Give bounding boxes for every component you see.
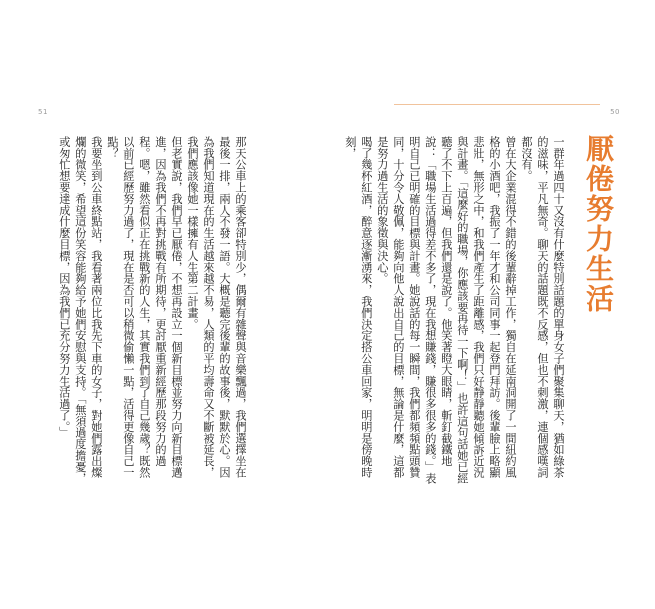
right-paragraph-1: 一群年過四十又沒有什麼特別話題的單身女子們聚集聊天，猶如綠茶的滋味，平凡無奇。聊天的話題既不反感，但也不刺激，連個感嘆詞都沒有。 [519,136,565,478]
left-paragraph-2: 但老實說，我們早已厭倦，不想再設立一個新目標並努力向新目標邁進，因為我們不再對挑戰有所期待，更討厭重新經歷那段努力的過程。嗯，雖然看似正在挑戰新的人生，其實我們到了自己幾歲？既然以前已經歷努力過了，現在是否可以稍微偷懶一點，活得更像自己一點？ [105,136,183,478]
right-paragraph-3: 喝了幾杯紅酒，醉意逐漸湧來，我們決定搭公車回家，明明是傍晚時刻， [343,136,373,478]
chapter-title: 厭倦努力生活 [582,134,615,314]
page-number-right: 50 [610,108,620,116]
left-paragraph-1: 那天公車上的乘客卻特別少，偶爾有雜聲與音樂飄過，我們選擇坐在最後一排，兩人不發一語。大概是聽完後輩的故事後，默默於心。因為我們知道現在的生活越來越不易，人類的平均壽命又不斷被延長，我們應該像她一樣擁有人生第二計畫。 [185,136,247,478]
left-paragraph-3: 我要坐到公車終點站，我看著兩位比我先下車的女子，對她們露出燦爛的微笑，希望這份笑容能夠給予她們安慰與支持。「無須過度擔憂，或匆忙想要達成什麼目標，因為我們已充分努力生活過了。」 [57,136,103,484]
right-page [332,92,628,512]
right-paragraph-2: 曾在大企業混得不錯的後輩辭掉工作，獨自在延南洞開了一間紐約風格的小酒吧，我振了一年才和公司同事一起登門拜訪。後輩臉上略顯悲壯，無形之中，和我們產生了距離感，我們只好靜靜聽她傾訴近況與計畫。「這麼好的職場，你應該要再待一下啊！」也許這句話她已經聽了不下上百遍，但我們還是說了。他笑著瞪大眼睛，斬釘截鐵地說：「職場生活過得差不多了，現在我想賺錢，賺很多很多的錢。」表明自己已明確的目標與計畫。她說話的每一瞬間，我們都頻頻點頭贊同，十分令人敬佩，能夠向他人說出自己的目標，無論是什麼，這都是努力過生活的象徵與決心。 [375,136,517,484]
page-number-left: 51 [38,108,48,116]
left-page-body [57,136,248,488]
header-rule [394,104,600,105]
book-spread [28,92,628,512]
right-page-body [344,136,566,488]
left-page [28,92,318,512]
